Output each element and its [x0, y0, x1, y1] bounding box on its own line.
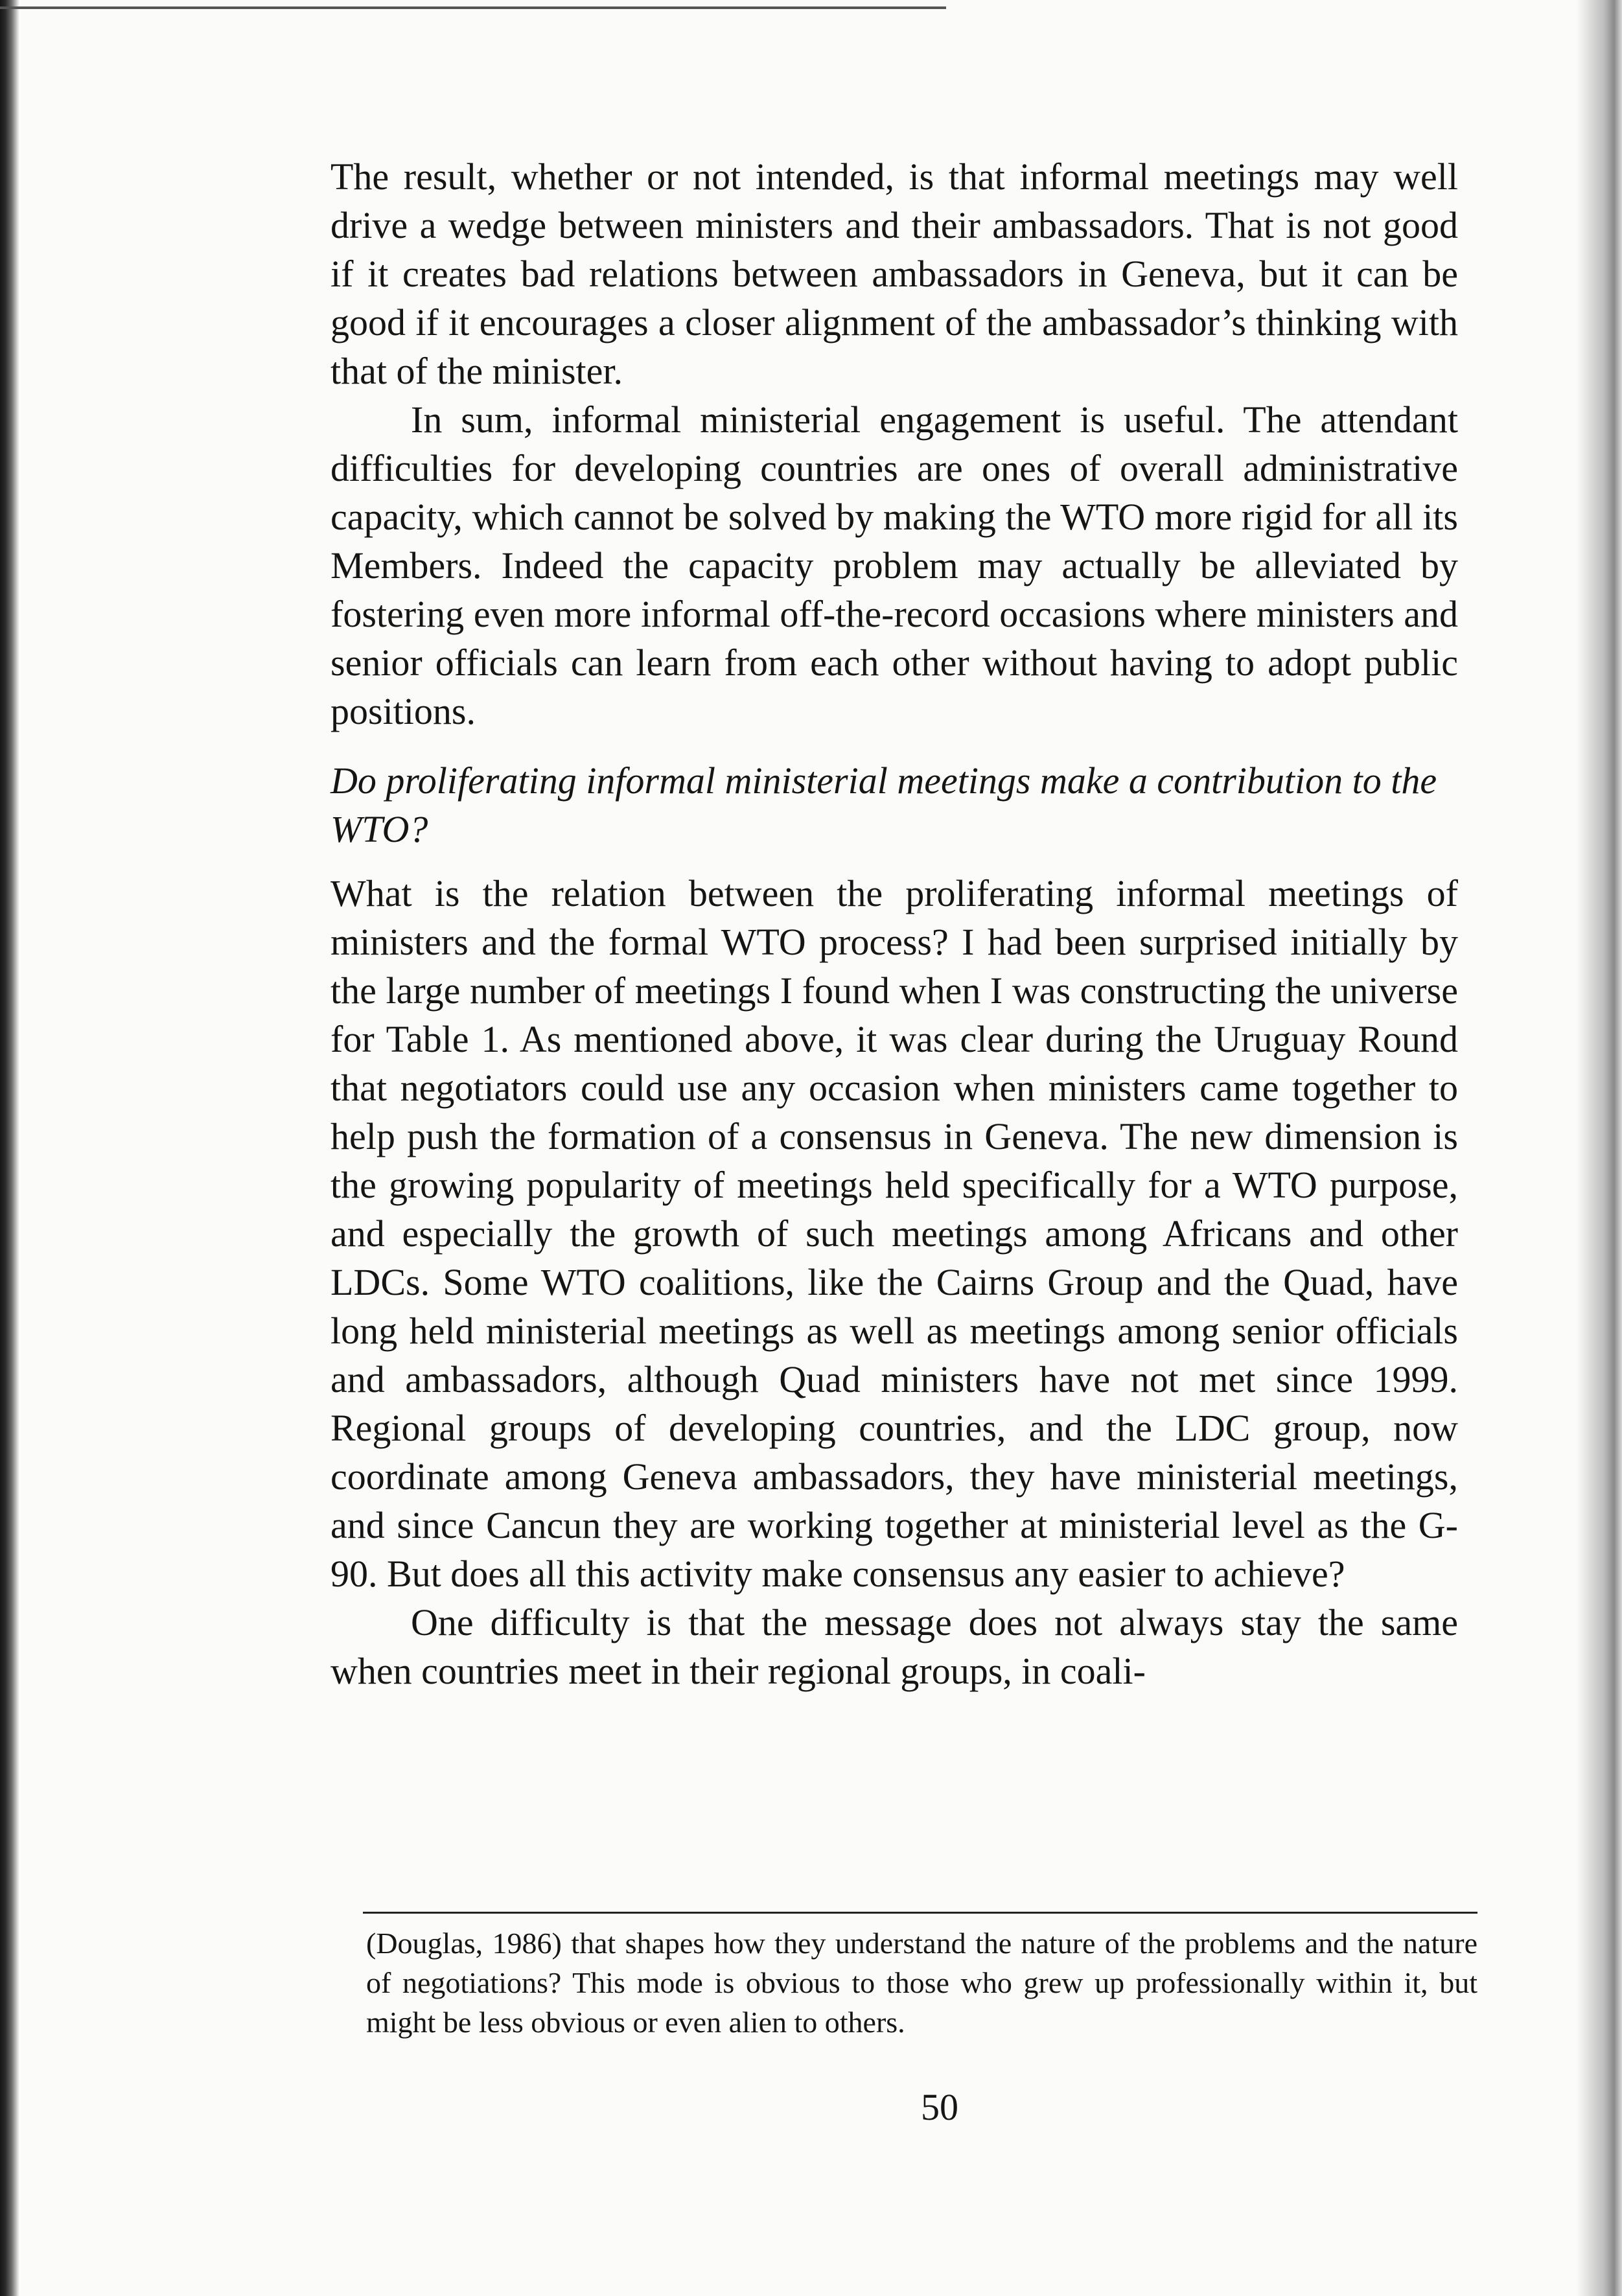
- footnote: (Douglas, 1986) that shapes how they understand the nature of the problems and the nature of negotiations? This mode is obvious to those who grew up professionally within it, but might be less obvious or even alien to others.: [366, 1927, 1477, 2039]
- paragraph-4: One difficulty is that the message does not always stay the same when countries meet in their regional groups, in coali-: [330, 1601, 1458, 1692]
- paragraph-2: In sum, informal ministerial engagement is useful. The attendant difficulties for developing countries are ones of overall administrative capacity, which cannot be solved by making the WTO more rigid for all its Members. Indeed the capacity problem may actually be alleviated by fostering even more informal off-the-record occasions where ministers and senior officials can learn from each other without having to adopt public positions.: [330, 399, 1458, 732]
- paragraph-3: What is the relation between the proliferating informal meetings of ministers and the formal WTO process? I had been surprised initially by the large number of meetings I found when I was constructing the universe for Table 1. As mentioned above, it was clear during the Uruguay Round that negotiators could use any occasion when ministers came together to help push the formation of a consensus in Geneva. The new dimension is the growing popularity of meetings held specifically for a WTO purpose, and especially the growth of such meetings among Africans and other LDCs. Some WTO coalitions, like the Cairns Group and the Quad, have long held ministerial meetings as well as meetings among senior officials and ambassadors, although Quad ministers have not met since 1999. Regional groups of developing countries, and the LDC group, now coordinate among Geneva ambassadors, they have ministerial meetings, and since Cancun they are working together at ministerial level as the G-90. But does all this activity make consensus any easier to achieve?: [330, 872, 1458, 1595]
- section-heading: Do proliferating informal ministerial meetings make a contribution to the WTO?: [330, 760, 1437, 850]
- paragraph-1: The result, whether or not intended, is that informal meetings may well drive a wedge between ministers and their ambassadors. That is not good if it creates bad relations between ambassadors in Geneva, but it can be good if it encourages a closer alignment of the ambassador’s thinking with that of the minister.: [330, 156, 1458, 392]
- page-number: 50: [921, 2086, 958, 2128]
- page-edge-shadow-left: [0, 0, 19, 2296]
- body-text: [330, 152, 1458, 1695]
- scan-top-edge: [0, 0, 946, 9]
- footnote-rule: [363, 1912, 1477, 1914]
- page-edge-shadow-right: [1577, 0, 1622, 2296]
